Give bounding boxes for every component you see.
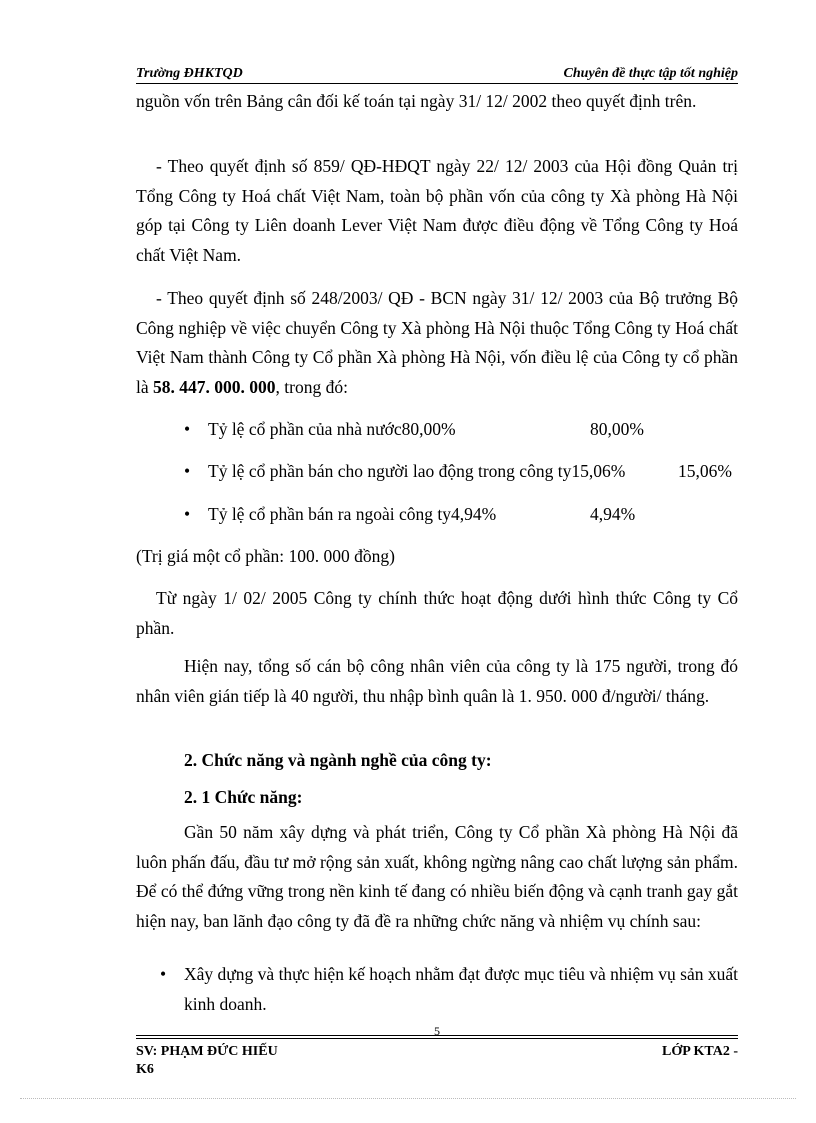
share-value: 15,06% [678, 461, 732, 481]
decision-248-tail: , trong đó: [275, 376, 348, 397]
bullet-icon: • [184, 504, 191, 524]
section-heading: 2. Chức năng và ngành nghề của công ty: [184, 750, 492, 770]
header-school: Trường ĐHKTQD [136, 66, 243, 81]
page-header [136, 66, 738, 84]
share-value: 80,00% [590, 419, 644, 439]
bullet-icon: • [184, 461, 191, 481]
share-label: Tỷ lệ cổ phần bán cho người lao động trong công ty15,06% [208, 461, 626, 481]
footer-rule [136, 1035, 738, 1039]
subsection-heading: 2. 1 Chức năng: [184, 787, 303, 807]
paragraph-conversion-date: Từ ngày 1/ 02/ 2005 Công ty chính thức hoạt động dưới hình thức Công ty Cổ phần. [136, 588, 738, 638]
bullet-icon: • [160, 964, 167, 984]
header-rule [136, 83, 738, 84]
bullet-icon: • [184, 419, 191, 439]
page-number: 5 [434, 1024, 440, 1038]
paragraph-decision-248 [136, 284, 738, 402]
footer-class-cont: K6 [136, 1062, 154, 1077]
footer-class: LỚP KTA2 - [662, 1044, 738, 1059]
charter-capital: 58. 447. 000. 000 [153, 376, 276, 397]
function-item-text: Xây dựng và thực hiện kế hoạch nhằm đạt được mục tiêu và nhiệm vụ sản xuất kinh doanh. [184, 964, 738, 1014]
paragraph-employees: Hiện nay, tổng số cán bộ công nhân viên của công ty là 175 người, trong đó nhân viên gián tiếp là 40 người, thu nhập bình quân là 1. 950. 000 đ/người/ tháng. [136, 656, 738, 706]
share-price-note: (Trị giá một cổ phần: 100. 000 đồng) [136, 546, 395, 566]
share-label: Tỷ lệ cổ phần bán ra ngoài công ty4,94% [208, 504, 497, 524]
paragraph-intro: nguồn vốn trên Bảng cân đối kế toán tại ngày 31/ 12/ 2002 theo quyết định trên. [136, 91, 697, 111]
footer-student: SV: PHẠM ĐỨC HIẾU [136, 1044, 278, 1059]
paragraph-decision-859: - Theo quyết định số 859/ QĐ-HĐQT ngày 22/ 12/ 2003 của Hội đồng Quản trị Tổng Công ty Hoá chất Việt Nam, toàn bộ phần vốn của công ty Xà phòng Hà Nội góp tại Công ty Liên doanh Lever Việt Nam được điều động về Tổng Công ty Hoá chất Việt Nam. [136, 156, 738, 265]
decision-248-text: - Theo quyết định số 248/2003/ QĐ - BCN ngày 31/ 12/ 2003 của Bộ trưởng Bộ Công nghiệp về việc chuyển Công ty Xà phòng Hà Nội thuộc Tổng Công ty Hoá chất Việt Nam thành Công ty Cổ phần Xà phòng Hà Nội, vốn điều lệ của Công ty cổ phần là [136, 288, 738, 397]
page-boundary [20, 1098, 796, 1099]
header-title: Chuyên đề thực tập tốt nghiệp [563, 66, 738, 81]
share-label: Tỷ lệ cổ phần của nhà nước80,00% [208, 419, 456, 439]
share-value: 4,94% [590, 504, 636, 524]
function-item [160, 960, 738, 1019]
paragraph-functions: Gần 50 năm xây dựng và phát triển, Công ty Cổ phần Xà phòng Hà Nội đã luôn phấn đấu, đầu tư mở rộng sản xuất, không ngừng nâng cao chất lượng sản phẩm. Để có thể đứng vững trong nền kinh tế đang có nhiều biến động và cạnh tranh gay gắt hiện nay, ban lãnh đạo công ty đã đề ra những chức năng và nhiệm vụ chính sau: [136, 822, 738, 931]
